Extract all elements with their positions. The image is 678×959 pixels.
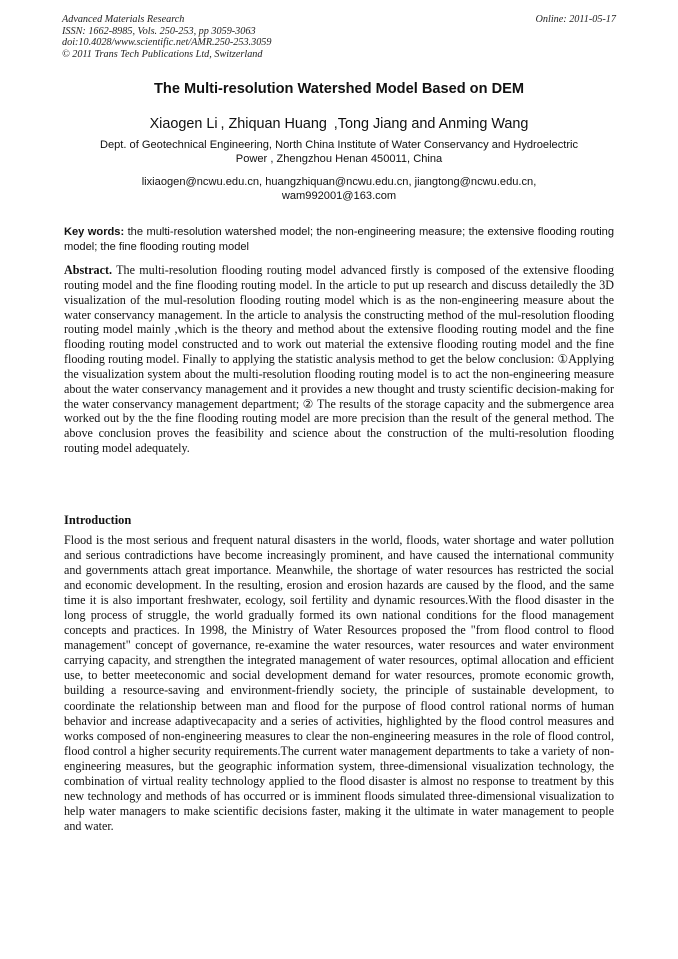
abstract-block: [64, 263, 614, 456]
author-list: Xiaogen Li , Zhiquan Huang ,Tong Jiang and Anming Wang: [149, 116, 529, 132]
paper-title: The Multi-resolution Watershed Model Based on DEM: [154, 81, 524, 97]
abstract-label: Abstract.: [64, 263, 113, 277]
journal-name: Advanced Materials Research: [62, 14, 185, 25]
issn-line: ISSN: 1662-8985, Vols. 250-253, pp 3059-3063: [62, 25, 256, 37]
doi-line: doi:10.4028/www.scientific.net/AMR.250-253.3059: [62, 37, 272, 49]
online-date: Online: 2011-05-17: [535, 14, 616, 25]
keywords-text: the multi-resolution watershed model; the non-engineering measure; the extensive flooding routing model; the fine flooding routing model: [64, 226, 614, 253]
abstract-text: The multi-resolution flooding routing model advanced firstly is composed of the extensive flooding routing model and the fine flooding routing model. In the article to put up research and discuss detailedly the 3D visualization of the mul-resolution flooding routing model which is as the non-engineering measure about the water conservancy management. In the article to analysis the constructing method of the mul-resolution flooding routing model mainly ,which is the theory and method about the extensive flooding routing model and the fine flooding routing model constructed and to work out material the extensive flooding routing model and the fine flooding routing model. Finally to applying the statistic analysis method to get the below conclusion: ①Applying the visualization system about the multi-resolution flooding routing model is to act the non-engineering measure about the water conservancy management and it provides a new thought and trusty scientific decision-making for the water conservancy management department; ② The results of the storage capacity and the submergence area worked out by the the fine flooding routing model are more precision than the result of the general method. The above conclusion proves the feasibility and science about the construction of the multi-resolution flooding routing model adequately.: [64, 263, 614, 456]
affiliation: Dept. of Geotechnical Engineering, North China Institute of Water Conservancy and Hydroelectric Power , Zhengzhou Henan 450011, China: [99, 139, 579, 165]
keywords-block: [64, 225, 614, 254]
journal-header: [62, 14, 271, 60]
copyright-line: © 2011 Trans Tech Publications Ltd, Switzerland: [62, 48, 263, 60]
keywords-label: Key words:: [64, 226, 125, 238]
introduction-paragraph: Flood is the most serious and frequent natural disasters in the world, floods, water shortage and water pollution and serious contradictions have become increasingly prominent, and have caused the international community and governments attach great importance. Meanwhile, the shortage of water resources has restricted the social and economic development. In the resulting, erosion and erosion hazards are caused by the flood, and the same time it is also important freshwater, ecology, soil fertility and dynamic resources.With the flood disaster in the long process of struggle, the world gradually formed its own national conditions for the flood management concepts and practices. In 1998, the Ministry of Water Resources proposed the "from flood control to flood management" concept of governance, re-examine the water resources, water resources and water environment carrying capacity, and strengthen the integrated management of water resources, optimal allocation and efficient use, to better meeteconomic and social development demand for water resources, promote economic growth, building a resource-saving and environment-friendly society, the principle of sustainable development, to coordinate the relationship between man and flood for the purpose of flood control rational norms of human behavior and increase adaptivecapacity and a series of activities, highlighted by the flood control measures and works composed of non-engineering measures to clear the non-engineering measures in the role of flood control, flood control a higher security requirements.The current water management departments to take a variety of non-engineering measures, but the geographic information system, three-dimensional visualization technology, the combination of virtual reality technology applied to the flood disaster is almost no response to treatment by this new technology and methods of has occurred or is imminent floods simulated three-dimensional visualization to help water managers to make scientific decisions faster, making it the ultimate in water management to people and water.: [64, 533, 614, 833]
author-emails: lixiaogen@ncwu.edu.cn, huangzhiquan@ncwu.edu.cn, jiangtong@ncwu.edu.cn, wam992001@163.com: [141, 176, 537, 202]
introduction-heading: Introduction: [64, 513, 132, 527]
